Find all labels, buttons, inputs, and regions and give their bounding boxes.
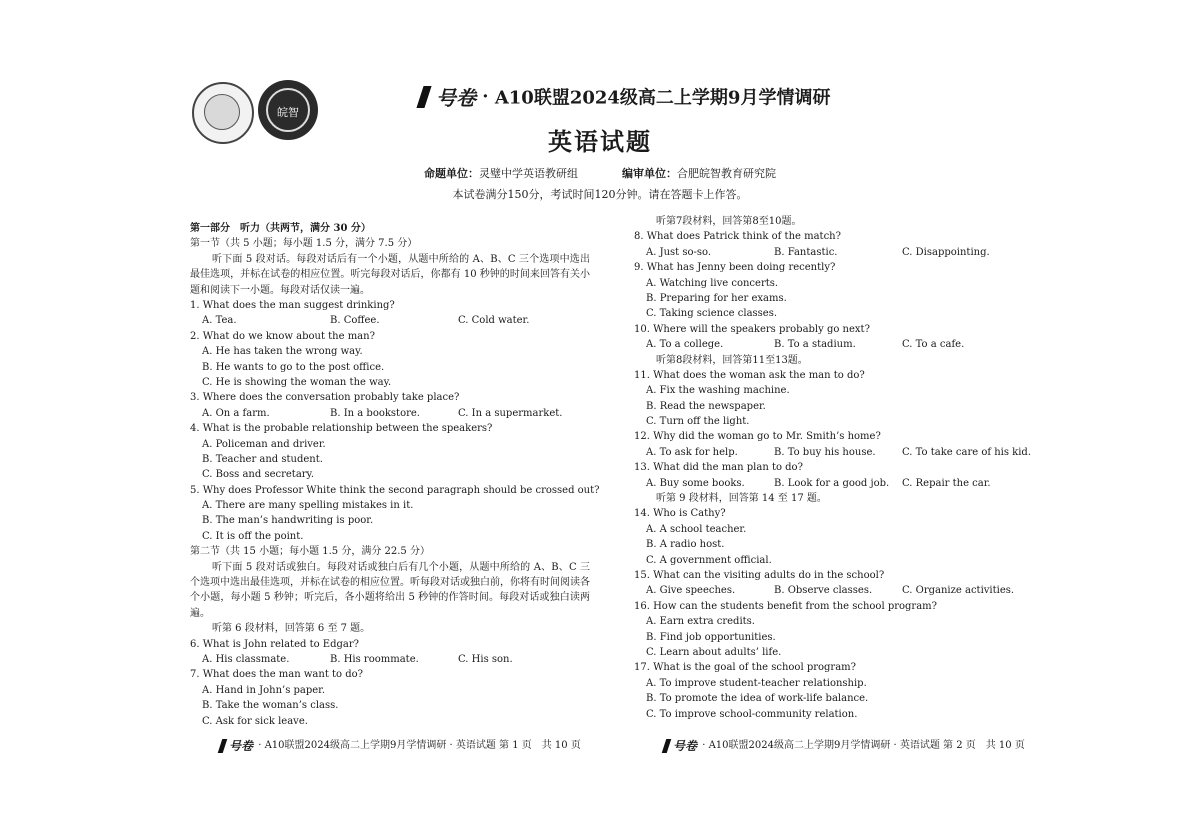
option-a: A. Earn extra credits. [646,616,755,628]
question-4: 4. What is the probable relationship between the speakers? [190,423,493,435]
option-b: B. The man’s handwriting is poor. [202,515,374,527]
option-c: C. Learn about adults’ life. [646,646,782,658]
option-c: C. In a supermarket. [458,407,563,419]
section-2-instructions: 听下面 5 段对话或独白。每段对话或独白后有几个小题，从题中所给的 A、B、C 三个选项中选出最佳选项，并标在试卷的相应位置。听每段对话或独白前，你将有时间阅读各个小题，每小题 5 秒钟；听完后，各小题将给出 5 秒钟的作答时间。每段对话或独白读两遍。 [190,561,590,619]
question-10: 10. Where will the speakers probably go next? [634,323,870,335]
option-b: B. A radio host. [646,539,725,551]
question-14: 14. Who is Cathy? [634,508,726,520]
question-17: 17. What is the goal of the school program? [634,662,857,674]
option-a: A. Fix the washing machine. [646,385,790,397]
exam-title-text: A10联盟2024级高二上学期9月学情调研 [494,87,831,109]
setter-name: 灵璧中学英语教研组 [479,167,578,180]
question-12-options [634,445,1034,460]
question-11: 11. What does the woman ask the man to do? [634,369,865,381]
option-b: B. To buy his house. [774,446,876,458]
option-c: C. He is showing the woman the way. [202,376,392,388]
material-6-note: 听第 6 段材料，回答第 6 至 7 题。 [212,623,371,635]
question-12: 12. Why did the woman go to Mr. Smith’s home? [634,431,881,443]
question-2: 2. What do we know about the man? [190,330,375,342]
option-c: C. To take care of his kid. [902,446,1032,458]
brand-brush-icon [662,739,672,753]
brand-brush-icon [218,739,228,753]
question-7: 7. What does the man want to do? [190,669,364,681]
option-a: A. Watching live concerts. [646,277,779,289]
option-c: C. Boss and secretary. [202,469,315,481]
footer-text: A10联盟2024级高二上学期9月学情调研 · 英语试题 第 2 页 共 10 页 [708,740,1025,751]
option-a: A. Give speeches. [646,585,736,597]
option-a: A. A school teacher. [646,523,747,535]
question-9: 9. What has Jenny been doing recently? [634,262,836,274]
option-a: A. Just so-so. [646,246,712,258]
option-a: A. To a college. [646,339,724,351]
part-heading: 第一部分 听力（共两节，满分 30 分） [190,223,371,234]
option-c: C. Repair the car. [902,477,991,489]
question-15: 15. What can the visiting adults do in the school? [634,569,885,581]
option-b: B. Observe classes. [774,585,873,597]
reviewer-label: 编审单位： [622,167,677,180]
option-b: B. Teacher and student. [202,453,323,465]
publisher-logo-text: 皖智 [277,106,299,119]
option-b: B. His roommate. [330,654,419,666]
material-8-note: 听第8段材料，回答第11至13题。 [656,354,808,366]
reviewer-name: 合肥皖智教育研究院 [677,167,776,180]
option-a: A. He has taken the wrong way. [202,346,363,358]
option-c: C. Cold water. [458,315,530,327]
option-a: A. Buy some books. [646,477,745,489]
material-7-note: 听第7段材料，回答第8至10题。 [656,216,802,227]
option-a: A. On a farm. [202,407,270,419]
option-c: C. Taking science classes. [646,308,778,320]
subject-title: 英语试题 [548,127,652,156]
page-1-column [190,221,600,729]
question-6: 6. What is John related to Edgar? [190,638,359,650]
exam-notice: 本试卷满分150分，考试时间120分钟。请在答题卡上作答。 [452,188,748,201]
option-a: A. Hand in John’s paper. [202,684,326,696]
question-6-options [190,652,590,667]
question-16: 16. How can the students benefit from the school program? [634,600,938,612]
option-b: B. Coffee. [330,315,380,327]
option-a: A. To improve student-teacher relationship. [646,677,867,689]
question-3: 3. Where does the conversation probably take place? [190,392,460,404]
option-b: B. To a stadium. [774,339,856,351]
option-a: A. There are many spelling mistakes in it. [202,500,414,512]
option-c: C. It is off the point. [202,530,304,542]
option-b: B. Fantastic. [774,246,838,258]
option-c: C. To a cafe. [902,339,965,351]
page-2-footer: 号卷 · A10联盟2024级高二上学期9月学情调研 · 英语试题 第 2 页 共 10 页 [664,736,1025,754]
option-b: B. He wants to go to the post office. [202,361,385,373]
section-1-heading: 第一节（共 5 小题；每小题 1.5 分，满分 7.5 分） [190,238,418,250]
question-1-options [190,313,590,328]
option-c: C. To improve school-community relation. [646,708,858,720]
option-b: B. Take the woman’s class. [202,700,339,712]
brand-brush-icon [416,86,431,108]
question-10-options [634,337,1034,352]
option-a: A. Tea. [202,315,237,327]
option-c: C. His son. [458,654,513,666]
footer-brand: 号卷 [673,739,698,753]
question-8-options [634,245,1034,260]
section-1-instructions: 听下面 5 段对话。每段对话后有一个小题，从题中所给的 A、B、C 三个选项中选出最佳选项，并标在试卷的相应位置。听完每段对话后，你都有 10 秒钟的时间来回答有关小题和阅读下一小题。每段对话仅读一遍。 [190,253,590,296]
question-3-options [190,406,590,421]
option-a: A. Policeman and driver. [202,438,326,450]
option-b: B. Look for a good job. [774,477,890,489]
page-2-column [634,214,1034,722]
question-13: 13. What did the man plan to do? [634,462,803,474]
material-9-note: 听第 9 段材料，回答第 14 至 17 题。 [656,493,827,505]
option-b: B. Read the newspaper. [646,400,766,412]
option-c: C. A government official. [646,554,772,566]
question-8: 8. What does Patrick think of the match? [634,231,841,243]
question-15-options [634,583,1034,598]
brand-name: 号卷 [436,86,476,110]
question-5: 5. Why does Professor White think the second paragraph should be crossed out? [190,484,600,496]
option-c: C. Turn off the light. [646,416,750,428]
option-b: B. Preparing for her exams. [646,292,787,304]
option-b: B. In a bookstore. [330,407,420,419]
option-b: B. Find job opportunities. [646,631,776,643]
option-c: C. Organize activities. [902,585,1015,597]
section-2-heading: 第二节（共 15 小题；每小题 1.5 分，满分 22.5 分） [190,546,430,558]
exam-title: 号卷 · A10联盟2024级高二上学期9月学情调研 [420,82,840,108]
option-b: B. To promote the idea of work-life balance. [646,693,869,705]
setter-label: 命题单位： [424,167,479,180]
option-a: A. His classmate. [202,654,290,666]
question-13-options [634,476,1034,491]
footer-text: A10联盟2024级高二上学期9月学情调研 · 英语试题 第 1 页 共 10 页 [264,740,581,751]
footer-brand: 号卷 [229,739,254,753]
option-c: C. Disappointing. [902,246,990,258]
exam-meta [0,165,1200,181]
question-1: 1. What does the man suggest drinking? [190,300,395,311]
option-c: C. Ask for sick leave. [202,715,308,727]
page-1-footer: 号卷 · A10联盟2024级高二上学期9月学情调研 · 英语试题 第 1 页 共 10 页 [220,736,581,754]
option-a: A. To ask for help. [646,446,738,458]
